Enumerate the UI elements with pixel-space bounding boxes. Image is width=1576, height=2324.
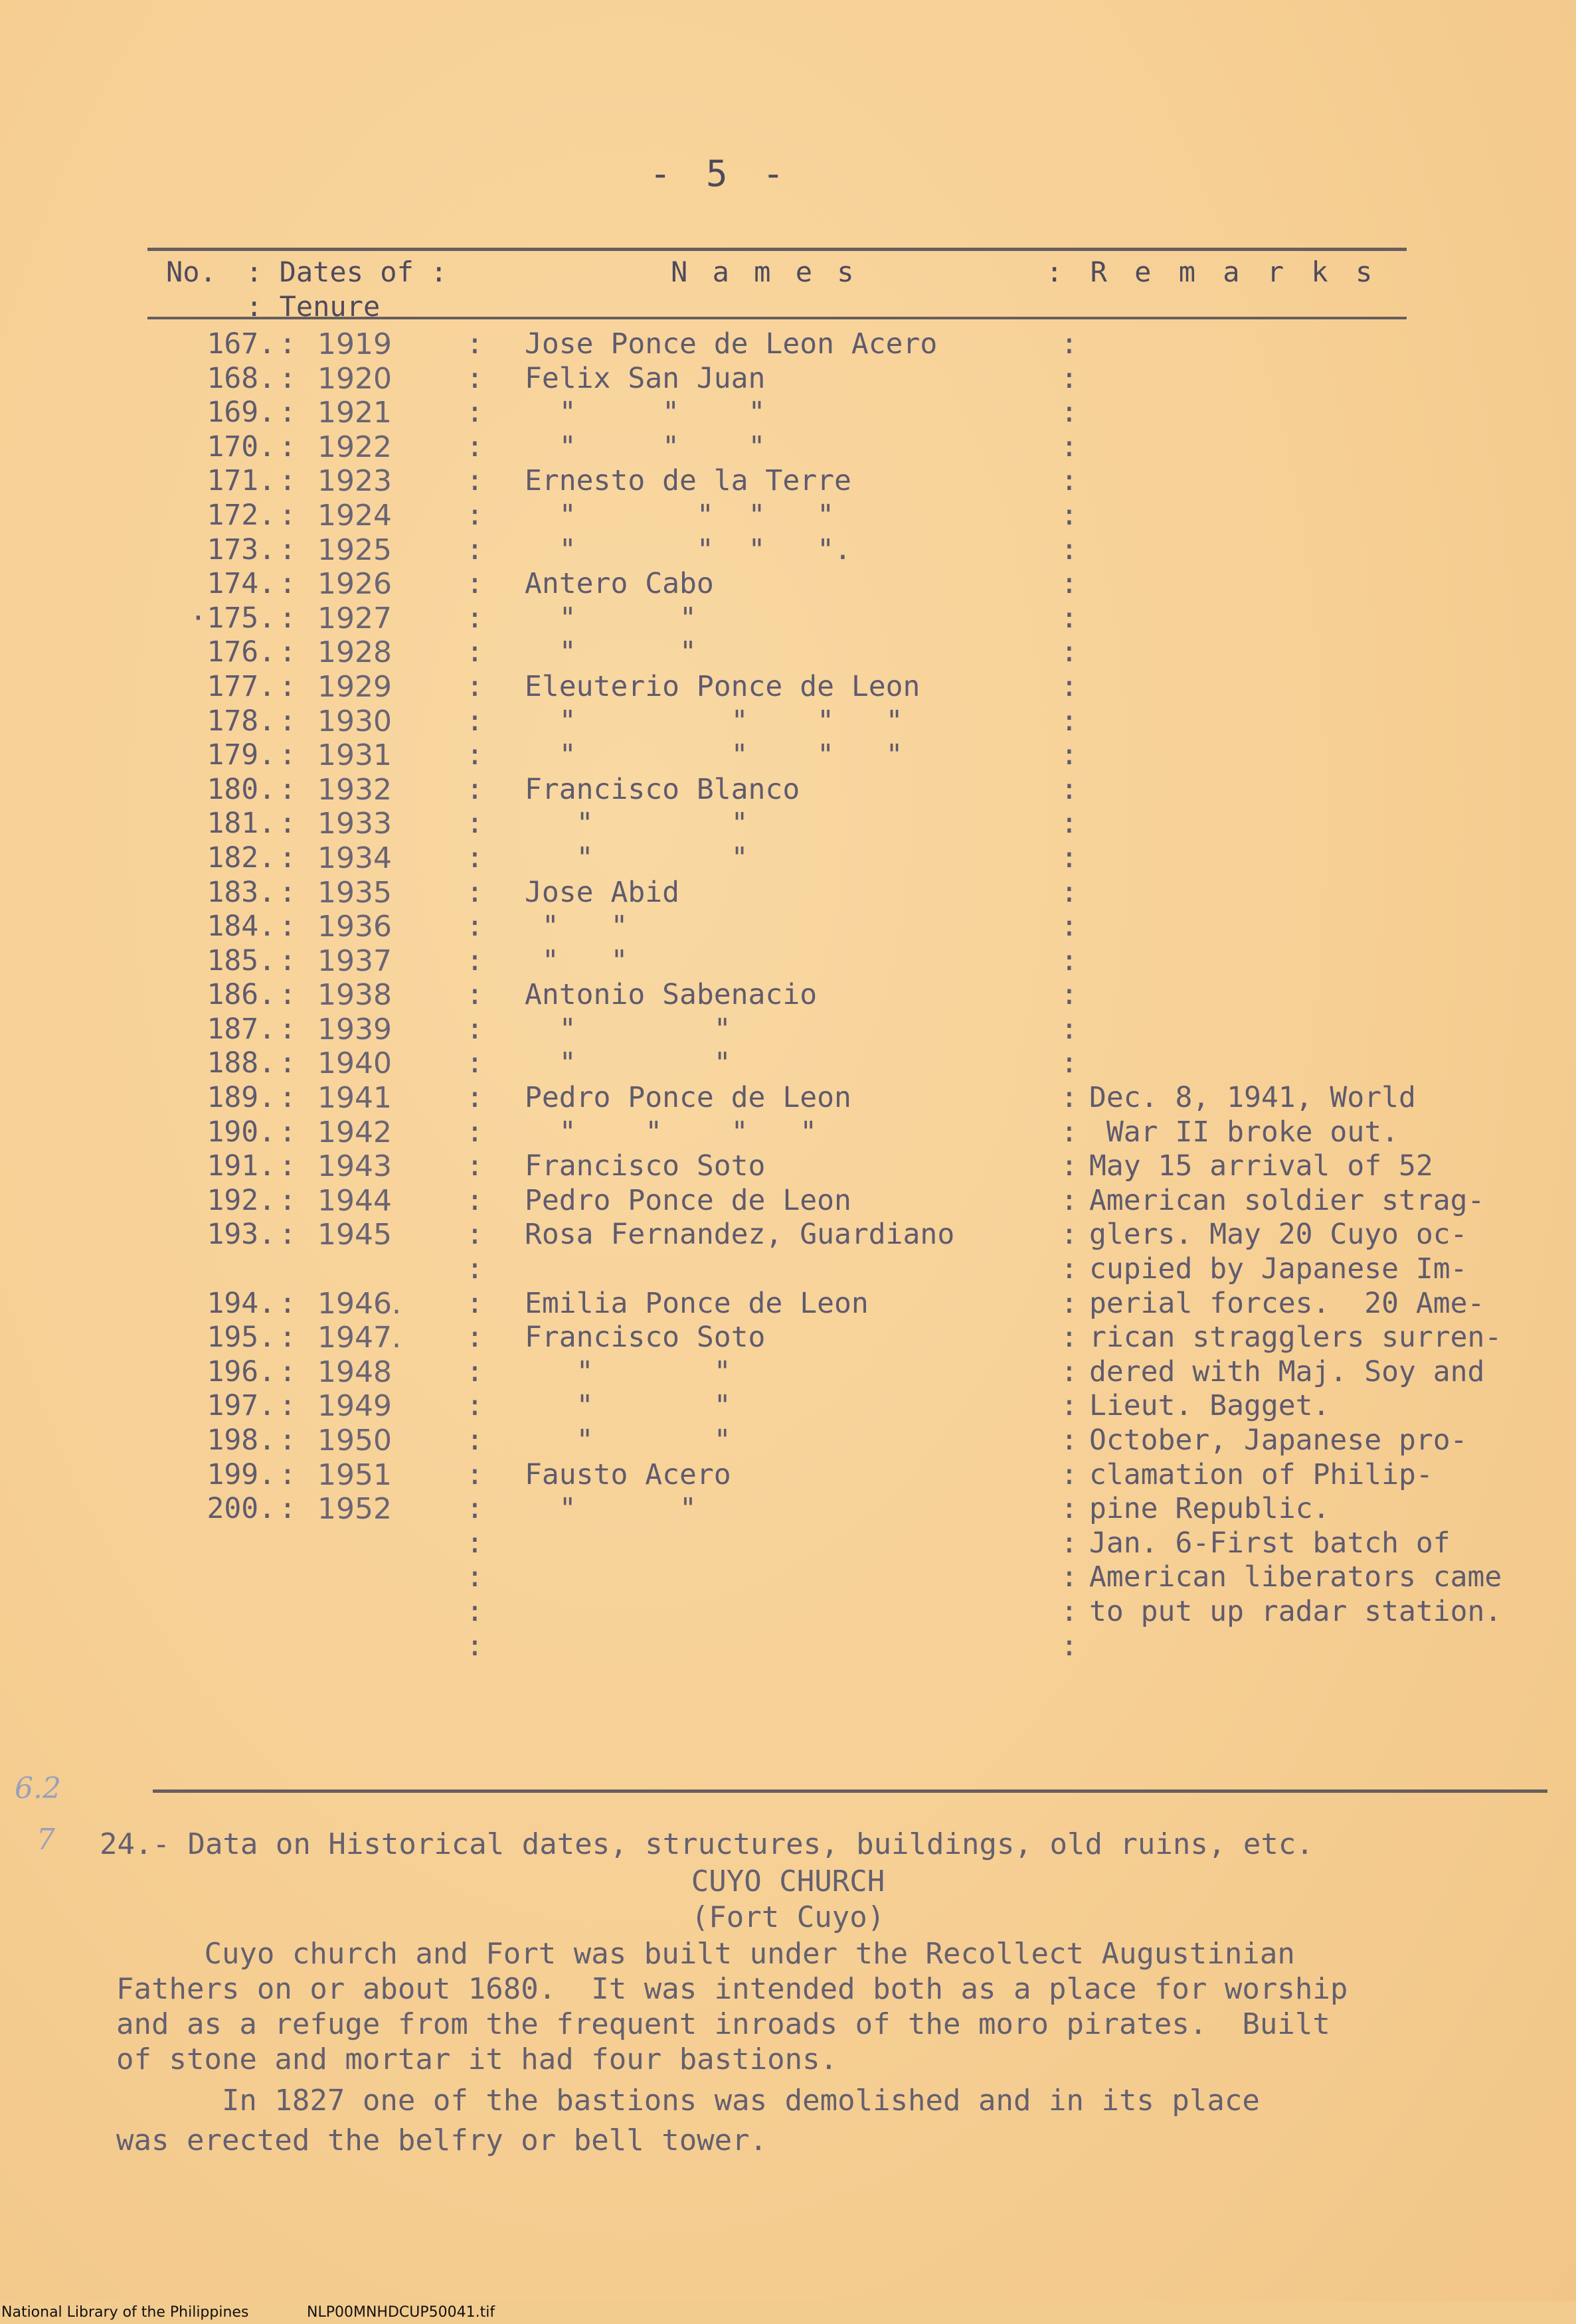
row-number: 197. (207, 1389, 276, 1423)
column-separator: : (1061, 1389, 1078, 1423)
table-row (146, 1046, 1554, 1081)
row-year: 1933 (317, 807, 392, 841)
row-year: 1946. (317, 1286, 401, 1321)
column-separator: : (279, 361, 296, 395)
column-separator: : (279, 601, 296, 635)
column-separator: : (1061, 669, 1078, 703)
row-number: 178. (207, 704, 276, 738)
row-year: 1931 (317, 738, 392, 773)
row-name: Felix San Juan (525, 361, 766, 395)
header-remarks: : R e m a r k s (1046, 256, 1378, 288)
section-subtitle: (Fort Cuyo) (691, 1900, 885, 1934)
row-remark: October, Japanese pro- (1089, 1424, 1468, 1457)
row-name: " " (525, 635, 697, 669)
column-separator: : (466, 1046, 483, 1080)
column-separator: : (466, 361, 483, 395)
column-separator: : (1061, 533, 1078, 566)
column-separator: : (1061, 1594, 1078, 1628)
column-separator: : (1061, 1457, 1078, 1491)
column-separator: : (279, 430, 296, 463)
section-title: CUYO CHURCH (691, 1865, 885, 1898)
row-remark: Jan. 6-First batch of (1089, 1526, 1450, 1560)
row-name: Pedro Ponce de Leon (525, 1081, 851, 1115)
column-separator: : (279, 498, 296, 532)
row-name: Ernesto de la Terre (525, 464, 851, 498)
row-year: 1929 (317, 669, 392, 704)
table-row (146, 841, 1554, 876)
column-separator: : (279, 1389, 296, 1423)
table-row (146, 1184, 1554, 1218)
row-year: 1932 (317, 772, 392, 807)
column-separator: : (466, 327, 483, 361)
row-name: " " (525, 1355, 731, 1388)
table-row (146, 396, 1554, 430)
column-separator: : (279, 841, 296, 874)
row-number: 188. (207, 1046, 276, 1080)
table-row (146, 738, 1554, 773)
row-name: " " (525, 1492, 697, 1526)
column-separator: : (279, 567, 296, 601)
column-separator: : (466, 1560, 483, 1594)
column-separator: : (466, 978, 483, 1012)
paragraph-line: of stone and mortar it had four bastions. (116, 2042, 838, 2076)
column-separator: : (1061, 875, 1078, 909)
row-name: " " (525, 944, 628, 977)
table-row (146, 944, 1554, 979)
column-separator: : (466, 1286, 483, 1320)
column-separator: : (279, 1183, 296, 1217)
table-row (146, 1595, 1554, 1629)
row-number: 176. (207, 635, 276, 669)
row-year: 1942 (317, 1115, 392, 1149)
table-row (146, 1424, 1554, 1458)
row-remark: War II broke out. (1089, 1115, 1399, 1149)
column-separator: : (279, 1081, 296, 1115)
row-year: 1947. (317, 1321, 401, 1355)
column-separator: : (1061, 1252, 1078, 1286)
row-remark: May 15 arrival of 52 (1089, 1149, 1433, 1183)
footer-library: National Library of the Philippines (1, 2304, 249, 2321)
column-separator: : (279, 1457, 296, 1491)
column-separator: : (466, 1526, 483, 1560)
row-name: " " " " (525, 738, 903, 772)
table-row (146, 533, 1554, 568)
column-separator: : (279, 1218, 296, 1252)
table-row (146, 910, 1554, 944)
column-separator: : (279, 1012, 296, 1046)
row-name: " " (525, 1424, 731, 1457)
header-dates-line1: : Dates of : (246, 256, 448, 288)
column-separator: : (1061, 1526, 1078, 1560)
column-separator: : (279, 738, 296, 772)
table-row (146, 499, 1554, 533)
row-number: 191. (207, 1149, 276, 1183)
row-number: 184. (207, 910, 276, 944)
row-number: 181. (207, 807, 276, 841)
row-name: Francisco Soto (525, 1149, 766, 1183)
column-separator: : (1061, 601, 1078, 635)
row-name: Pedro Ponce de Leon (525, 1183, 851, 1217)
column-separator: : (466, 944, 483, 977)
column-separator: : (1061, 910, 1078, 944)
row-year: 1939 (317, 1012, 392, 1046)
row-name: Jose Ponce de Leon Acero (525, 327, 938, 361)
row-remark: dered with Maj. Soy and (1089, 1355, 1485, 1388)
column-separator: : (466, 1149, 483, 1183)
table-row (146, 567, 1554, 602)
column-separator: : (1061, 1355, 1078, 1388)
row-year: 1941 (317, 1081, 392, 1116)
row-name: " " " ". (525, 533, 851, 566)
column-separator: : (466, 1012, 483, 1046)
column-separator: : (1061, 396, 1078, 430)
table-row (146, 807, 1554, 841)
column-separator: : (279, 772, 296, 806)
row-year: 1945 (317, 1218, 392, 1252)
table-row (146, 705, 1554, 739)
column-separator: : (466, 601, 483, 635)
row-year: 1924 (317, 498, 392, 533)
column-separator: : (1061, 738, 1078, 772)
header-dates-line2: : Tenure (246, 290, 381, 323)
table-row (146, 773, 1554, 807)
column-separator: : (279, 1424, 296, 1457)
row-number: 190. (207, 1115, 276, 1149)
row-name: Jose Abid (525, 875, 679, 909)
column-separator: : (279, 464, 296, 498)
column-separator: : (466, 396, 483, 430)
column-separator: : (279, 978, 296, 1012)
row-number: 169. (207, 396, 276, 430)
table-bottom-rule (153, 1789, 1547, 1793)
row-name: " " " " (525, 1115, 818, 1149)
column-separator: : (466, 1629, 483, 1663)
table-row (146, 1355, 1554, 1390)
row-name: " " " " (525, 704, 903, 738)
row-year: 1920 (317, 361, 392, 396)
column-separator: : (1061, 841, 1078, 874)
margin-note-bottom: 7 (37, 1823, 55, 1857)
column-separator: : (1061, 1012, 1078, 1046)
column-separator: : (466, 1218, 483, 1252)
row-number: 177. (207, 669, 276, 703)
row-number: 187. (207, 1012, 276, 1046)
table-row (146, 464, 1554, 499)
table-row (146, 1629, 1554, 1664)
column-separator: : (1061, 1424, 1078, 1457)
page-number: - 5 - (650, 153, 791, 195)
header-names: N a m e s (671, 256, 858, 288)
row-name: " " (525, 841, 748, 874)
table-row (146, 1560, 1554, 1595)
row-year: 1935 (317, 875, 392, 910)
row-year: 1927 (317, 601, 392, 635)
row-number: 173. (207, 533, 276, 566)
column-separator: : (279, 944, 296, 977)
column-separator: : (466, 807, 483, 841)
column-separator: : (1061, 978, 1078, 1012)
column-separator: : (1061, 1183, 1078, 1217)
row-remark: perial forces. 20 Ame- (1089, 1286, 1485, 1320)
column-separator: : (466, 635, 483, 669)
column-separator: : (279, 1355, 296, 1388)
column-separator: : (466, 498, 483, 532)
row-number: 172. (207, 498, 276, 532)
column-separator: : (1061, 498, 1078, 532)
row-name: " " " (525, 396, 766, 430)
table-row (146, 1389, 1554, 1424)
row-number: 168. (207, 361, 276, 395)
row-number: 183. (207, 875, 276, 909)
row-number: 200. (207, 1492, 276, 1526)
column-separator: : (466, 875, 483, 909)
row-name: Antero Cabo (525, 567, 714, 601)
row-name: " " (525, 1046, 731, 1080)
paragraph-line: Fathers on or about 1680. It was intended both as a place for worship (116, 1972, 1348, 2006)
row-year: 1951 (317, 1457, 392, 1492)
column-separator: : (1061, 464, 1078, 498)
table-row (146, 978, 1554, 1013)
column-separator: : (1061, 807, 1078, 841)
column-separator: : (1061, 430, 1078, 463)
table-row (146, 1116, 1554, 1150)
row-remark: cupied by Japanese Im- (1089, 1252, 1468, 1286)
paragraph-line: In 1827 one of the bastions was demolished and in its place (116, 2084, 1260, 2117)
column-separator: : (1061, 1629, 1078, 1663)
row-name: Fausto Acero (525, 1457, 731, 1491)
row-number: 199. (207, 1457, 276, 1491)
row-number: 195. (207, 1321, 276, 1355)
column-separator: : (1061, 1321, 1078, 1355)
table-row (146, 430, 1554, 465)
table-row (146, 1013, 1554, 1047)
row-remark: clamation of Philip- (1089, 1457, 1433, 1491)
footer-file: NLP00MNHDCUP50041.tif (307, 2304, 495, 2321)
column-separator: : (466, 567, 483, 601)
row-year: 1950 (317, 1424, 392, 1457)
row-name: " " (525, 1389, 731, 1423)
column-separator: : (1061, 1492, 1078, 1526)
column-separator: : (466, 841, 483, 874)
table-row (146, 670, 1554, 705)
row-year: 1943 (317, 1149, 392, 1184)
row-name: " " " " (525, 498, 834, 532)
row-name: " " " (525, 430, 766, 463)
table-row (146, 635, 1554, 670)
row-remark: American soldier strag- (1089, 1183, 1485, 1217)
column-separator: : (466, 1457, 483, 1491)
row-year: 1940 (317, 1046, 392, 1081)
row-name: Eleuterio Ponce de Leon (525, 669, 920, 703)
row-year: 1936 (317, 910, 392, 944)
row-name: Francisco Soto (525, 1321, 766, 1355)
column-separator: : (279, 533, 296, 566)
column-separator: : (466, 464, 483, 498)
row-year: 1952 (317, 1492, 392, 1527)
column-separator: : (279, 1286, 296, 1320)
column-separator: : (279, 807, 296, 841)
row-name: " " (525, 601, 697, 635)
row-year: 1949 (317, 1389, 392, 1424)
row-year: 1923 (317, 464, 392, 499)
section-heading: 24.- Data on Historical dates, structures, buildings, old ruins, etc. (100, 1827, 1314, 1861)
table-row (146, 1287, 1554, 1321)
column-separator: : (1061, 944, 1078, 977)
column-separator: : (466, 533, 483, 566)
row-year: 1919 (317, 327, 392, 361)
column-separator: : (1061, 1560, 1078, 1594)
row-number: 174. (207, 567, 276, 601)
column-separator: : (466, 1321, 483, 1355)
paragraph-line: and as a refuge from the frequent inroads of the moro pirates. Built (116, 2007, 1330, 2041)
column-separator: : (279, 910, 296, 944)
row-name: Emilia Ponce de Leon (525, 1286, 869, 1320)
table-row (146, 1321, 1554, 1355)
column-separator: : (466, 1081, 483, 1115)
column-separator: : (1061, 704, 1078, 738)
column-separator: : (466, 1252, 483, 1286)
row-number: 180. (207, 772, 276, 806)
row-number: 189. (207, 1081, 276, 1115)
row-number: 196. (207, 1355, 276, 1388)
column-separator: : (1061, 1286, 1078, 1320)
row-year: 1938 (317, 978, 392, 1013)
table-row (146, 602, 1554, 636)
column-separator: : (279, 1046, 296, 1080)
column-separator: : (466, 1355, 483, 1388)
row-number: 198. (207, 1424, 276, 1457)
row-number: 185. (207, 944, 276, 977)
table-row (146, 327, 1554, 362)
column-separator: : (279, 396, 296, 430)
column-separator: : (466, 738, 483, 772)
row-year: 1934 (317, 841, 392, 875)
row-number: ·175. (189, 601, 276, 635)
column-separator: : (466, 1183, 483, 1217)
column-separator: : (279, 635, 296, 669)
row-year: 1921 (317, 396, 392, 430)
row-year: 1926 (317, 567, 392, 602)
column-separator: : (279, 1492, 296, 1526)
column-separator: : (279, 704, 296, 738)
row-remark: Lieut. Bagget. (1089, 1389, 1330, 1423)
row-name: " " (525, 910, 628, 944)
row-remark: Dec. 8, 1941, World (1089, 1081, 1416, 1115)
table-row (146, 1218, 1554, 1252)
row-name: Rosa Fernandez, Guardiano (525, 1218, 955, 1252)
row-number: 179. (207, 738, 276, 772)
row-number: 192. (207, 1183, 276, 1217)
column-separator: : (1061, 567, 1078, 601)
table-row (146, 1458, 1554, 1493)
table-top-rule (147, 248, 1407, 251)
table-row (146, 1252, 1554, 1287)
column-separator: : (466, 1492, 483, 1526)
row-remark: rican stragglers surren- (1089, 1321, 1502, 1355)
column-separator: : (1061, 361, 1078, 395)
column-separator: : (466, 1594, 483, 1628)
column-separator: : (1061, 327, 1078, 361)
column-separator: : (279, 327, 296, 361)
row-remark: American liberators came (1089, 1560, 1502, 1594)
table-row (146, 1081, 1554, 1116)
row-year: 1925 (317, 533, 392, 567)
row-year: 1930 (317, 704, 392, 738)
row-name: " " (525, 807, 748, 841)
column-separator: : (1061, 635, 1078, 669)
column-separator: : (466, 704, 483, 738)
column-separator: : (279, 669, 296, 703)
row-year: 1928 (317, 635, 392, 670)
table-row (146, 876, 1554, 910)
column-separator: : (466, 910, 483, 944)
row-name: Francisco Blanco (525, 772, 800, 806)
row-number: 167. (207, 327, 276, 361)
row-number: 186. (207, 978, 276, 1012)
column-separator: : (1061, 1046, 1078, 1080)
column-separator: : (279, 1149, 296, 1183)
column-separator: : (1061, 1081, 1078, 1115)
table-row (146, 362, 1554, 396)
margin-note-top: 6.2 (15, 1772, 61, 1805)
row-number: 182. (207, 841, 276, 874)
table-row (146, 1149, 1554, 1184)
tenure-table (146, 327, 1554, 1663)
column-separator: : (466, 772, 483, 806)
column-separator: : (1061, 772, 1078, 806)
column-separator: : (1061, 1218, 1078, 1252)
row-number: 171. (207, 464, 276, 498)
header-no: No. (166, 256, 217, 288)
column-separator: : (466, 1424, 483, 1457)
paragraph-line: Cuyo church and Fort was built under the Recollect Augustinian (116, 1937, 1295, 1971)
row-remark: to put up radar station. (1089, 1594, 1502, 1628)
column-separator: : (466, 1115, 483, 1149)
row-year: 1944 (317, 1183, 392, 1218)
column-separator: : (1061, 1149, 1078, 1183)
row-number: 193. (207, 1218, 276, 1252)
row-year: 1948 (317, 1355, 392, 1389)
column-separator: : (279, 1321, 296, 1355)
row-name: Antonio Sabenacio (525, 978, 818, 1012)
column-separator: : (279, 875, 296, 909)
row-year: 1922 (317, 430, 392, 464)
row-name: " " (525, 1012, 731, 1046)
column-separator: : (466, 669, 483, 703)
table-row (146, 1492, 1554, 1527)
column-separator: : (1061, 1115, 1078, 1149)
column-separator: : (466, 1389, 483, 1423)
column-separator: : (466, 430, 483, 463)
row-remark: pine Republic. (1089, 1492, 1330, 1526)
scan-footer (0, 2301, 1576, 2324)
row-number: 170. (207, 430, 276, 463)
row-remark: glers. May 20 Cuyo oc- (1089, 1218, 1468, 1252)
row-year: 1937 (317, 944, 392, 978)
paragraph-line: was erected the belfry or bell tower. (116, 2123, 768, 2157)
row-number: 194. (207, 1286, 276, 1320)
table-row (146, 1527, 1554, 1561)
column-separator: : (279, 1115, 296, 1149)
